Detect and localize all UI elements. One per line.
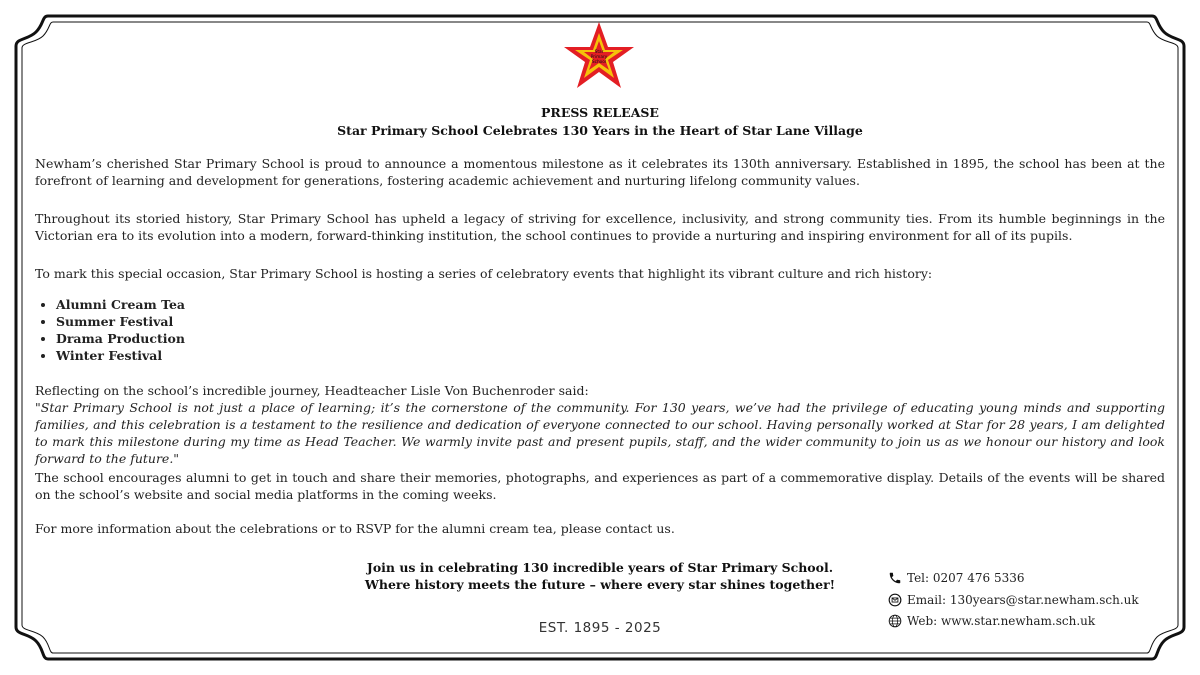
contact-paragraph: For more information about the celebrations or to RSVP for the alumni cream tea, please contact us. <box>35 521 675 536</box>
contact-website <box>888 614 1095 628</box>
telephone-text: Tel: 0207 476 5336 <box>907 571 1025 585</box>
email-text: Email: 130years@star.newham.sch.uk <box>907 593 1139 607</box>
contact-email <box>888 593 1139 607</box>
quote-intro-paragraph: Reflecting on the school’s incredible journey, Headteacher Lisle Von Buchenroder said: <box>35 383 589 398</box>
phone-icon <box>888 571 902 585</box>
school-star-logo <box>563 20 635 90</box>
press-release-title: PRESS RELEASE <box>541 105 659 120</box>
globe-icon <box>888 614 902 628</box>
list-item: • Winter Festival <box>56 347 185 364</box>
press-release-subtitle: Star Primary School Celebrates 130 Years in the Heart of Star Lane Village <box>337 123 863 138</box>
logo-text-line1: Star <box>594 50 604 55</box>
website-text: Web: www.star.newham.sch.uk <box>907 614 1096 628</box>
logo-text-line3: School <box>591 60 607 65</box>
events-intro-paragraph: To mark this special occasion, Star Primary School is hosting a series of celebratory events that highlight its vibrant culture and rich history: <box>35 266 933 281</box>
email-icon <box>888 593 902 607</box>
logo-text-line2: Primary <box>590 55 608 60</box>
closing-line-1: Join us in celebrating 130 incredible years of Star Primary School. <box>366 560 834 575</box>
contact-telephone <box>888 571 1024 585</box>
events-list <box>35 296 185 364</box>
alumni-paragraph: The school encourages alumni to get in touch and share their memories, photographs, and experiences as part of a commemorative display. Details of the events will be shared on the school’s website and social media platforms in the coming weeks. <box>35 470 1165 502</box>
intro-paragraph: Newham’s cherished Star Primary School is proud to announce a momentous milestone as it celebrates its 130th anniversary. Established in 1895, the school has been at the forefront of learning and development for generations, fostering academic achievement and nurturing lifelong community values. <box>35 156 1165 188</box>
established-dates: EST. 1895 - 2025 <box>538 620 662 636</box>
list-item: • Summer Festival <box>56 313 185 330</box>
list-item: • Drama Production <box>56 330 185 347</box>
history-paragraph: Throughout its storied history, Star Primary School has upheld a legacy of striving for excellence, inclusivity, and strong community ties. From its humble beginnings in the Victorian era to its evolution into a modern, forward-thinking institution, the school continues to provide a nurturing and inspiring environment for all of its pupils. <box>35 211 1165 243</box>
headteacher-quote: "Star Primary School is not just a place of learning; it’s the cornerstone of the community. For 130 years, we’ve had the privilege of educating young minds and supporting families, and this celebration is a testament to the resilience and dedication of everyone connected to our school. Having personally worked at Star for 28 years, I am delighted to mark this milestone during my time as Head Teacher. We warmly invite past and present pupils, staff, and the wider community to join us as we honour our history and look forward to the future." <box>35 400 1165 466</box>
list-item: • Alumni Cream Tea <box>56 296 185 313</box>
closing-line-2: Where history meets the future – where every star shines together! <box>364 577 836 592</box>
